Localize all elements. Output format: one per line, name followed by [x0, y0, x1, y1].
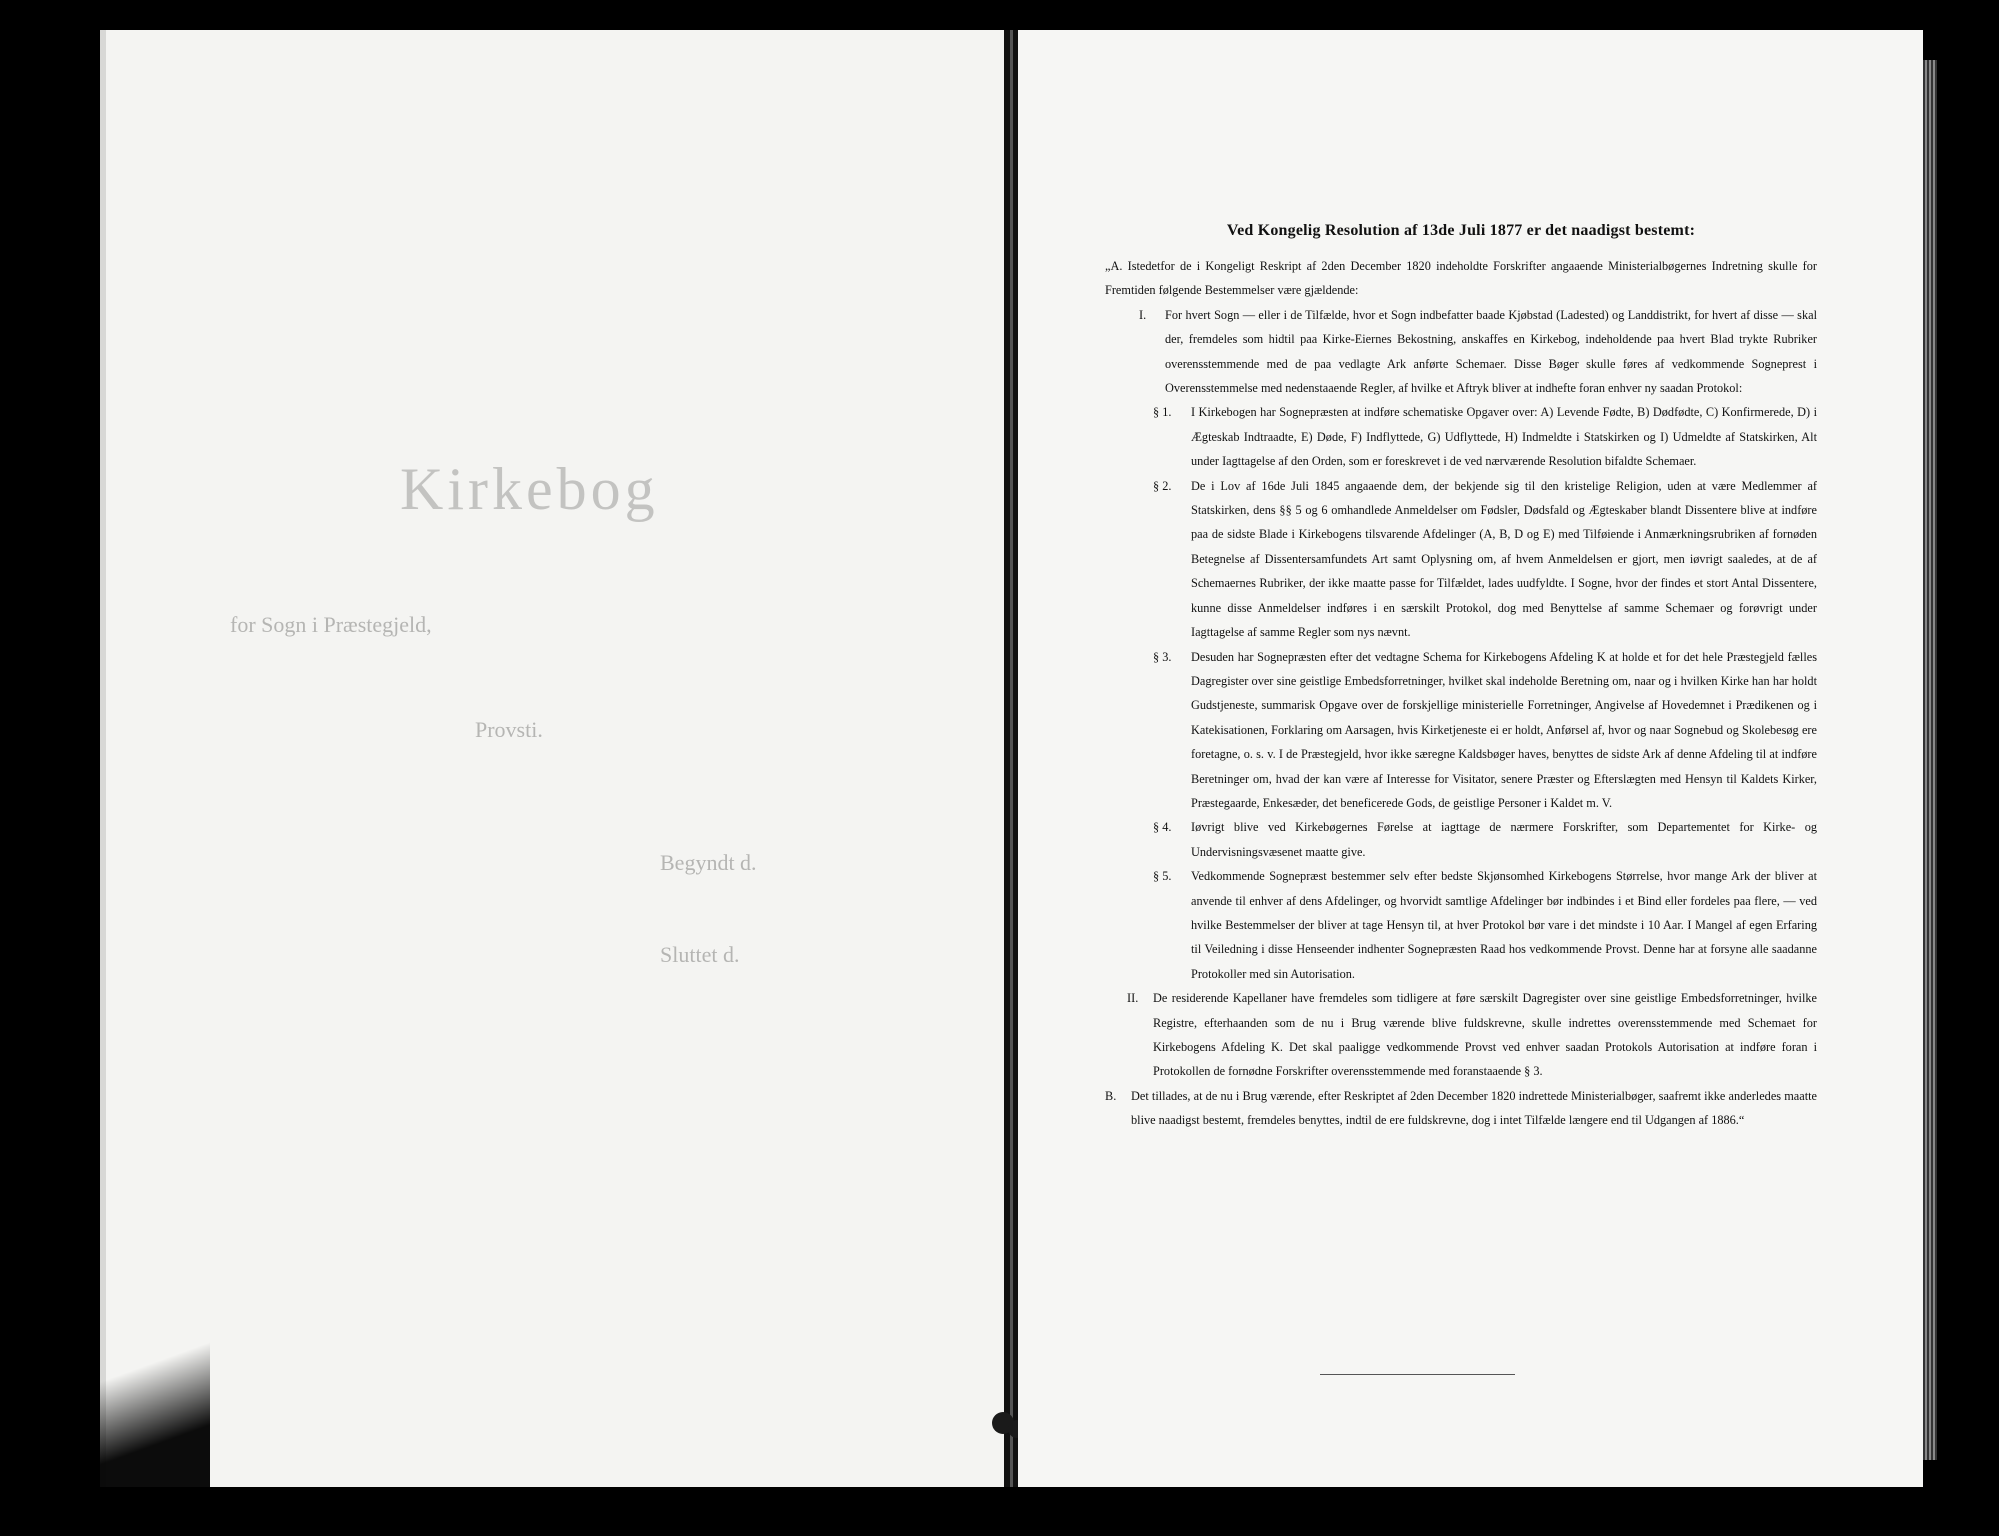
ghost-title: Kirkebog: [400, 456, 659, 522]
section-3: [1153, 645, 1817, 816]
page-edges: [1923, 60, 1937, 1460]
section-2: [1153, 474, 1817, 645]
part-B-text: Det tillades, at de nu i Brug værende, efter Reskriptet af 2den December 1820 indrettede Ministerialbøger, saafremt ikke anderledes maatte blive naadigst bestemt, fremdeles benyttes, indtil de ere fuldskrevne, dog i intet Tilfælde længere end til Udgangen af 1886.“: [1131, 1088, 1817, 1128]
section-number: § 3.: [1153, 649, 1172, 664]
left-page: [100, 30, 1012, 1487]
part-II-label: II.: [1127, 991, 1139, 1006]
section-text: De i Lov af 16de Juli 1845 angaaende dem, der bekjende sig til den kristelige Religion, uden at være Medlemmer af Statskirken, dens §§ 5 og 6 omhandlede Anmeldelser om Fødsler, Dødsfald og Ægteskaber blandt Dissentere blive at indføre paa de sidste Blade i Kirkebogens tilsvarende Afdelinger (A, B, D og E) med Tilføiende i Anmærkningsrubriken af fornøden Betegnelse af Dissentersamfundets Art samt Oplysning om, af hvem Anmeldelsen er gjort, men iøvrigt saaledes, at de af Schemaernes Rubriker, der ikke maatte passe for Tilfældet, lades uudfyldte. I Sogne, hvor der findes et stort Antal Dissentere, kunne disse Anmeldelser indføres i en særskilt Protokol, dog med Benyttelse af samme Schemaer og forøvrigt under Iagttagelse af samme Regler som nys nævnt.: [1191, 478, 1817, 640]
document-title: Ved Kongelig Resolution af 13de Juli 1877 er det naadigst bestemt:: [1226, 222, 1696, 239]
part-I-label: I.: [1139, 307, 1147, 322]
section-5: [1153, 864, 1817, 986]
gutter-line: [1010, 30, 1013, 1487]
section-4: [1153, 815, 1817, 864]
part-I-text: For hvert Sogn — eller i de Tilfælde, hvor et Sogn indbefatter baade Kjøbstad (Ladested) og Landdistrikt, for hvert af disse — skal der, fremdeles som hidtil paa Kirke-Eiernes Bekostning, anskaffes en Kirkebog, indeholdende paa hvert Blad trykte Rubriker overensstemmende med de paa vedlagte Ark anførte Schemaer. Disse Bøger skulle føres af vedkommende Sogneprest i Overensstemmelse med nedenstaaende Regler, af hvilke et Aftryk bliver at indhefte foran enhver ny saadan Protokol:: [1165, 307, 1817, 396]
section-number: § 4.: [1153, 820, 1172, 835]
ghost-line-1: for Sogn i Præstegjeld,: [230, 612, 432, 637]
resolution-text: [1105, 222, 1817, 1133]
section-1: [1153, 400, 1817, 473]
section-number: § 2.: [1153, 478, 1172, 493]
part-II-text: De residerende Kapellaner have fremdeles som tidligere at føre særskilt Dagregister over sine geistlige Embedsforretninger, hvilke Registre, efterhaanden som de nu i Brug værende blive fuldskrevne, skulle indrettes overensstemmende med Schemaet for Kirkebogens Afdeling K. Det skal paaligge vedkommende Provst ved enhver saadan Protokols Autorisation at indføre foran i Protokollen de fornødne Forskrifter overensstemmende med foranstaaende § 3.: [1153, 991, 1817, 1079]
page-shadow: [100, 1320, 210, 1487]
ghost-line-2: Provsti.: [475, 717, 543, 742]
part-B-label: B.: [1105, 1088, 1117, 1103]
section-text: I Kirkebogen har Sognepræsten at indføre schematiske Opgaver over: A) Levende Fødte, B) Dødfødte, C) Konfirmerede, D) i Ægteskab Indtraadte, E) Døde, F) Indflyttede, G) Udflyttede, H) Indmeldte i Statskirken og I) Udmeldte af Statskirken, Alt under Iagttagelse af den Orden, som er foreskrevet i de ved nærværende Resolution bifaldte Schemaer.: [1191, 405, 1817, 469]
part-I: [1139, 303, 1817, 401]
section-number: § 5.: [1153, 869, 1172, 884]
part-II: [1127, 986, 1817, 1084]
section-text: Desuden har Sognepræsten efter det vedtagne Schema for Kirkebogens Afdeling K at holde et for det hele Præstegjeld fælles Dagregister over sine geistlige Embedsforretninger, hvilket skal indeholde Beretning om, naar og i hvilken Kirke han har holdt Gudstjeneste, summarisk Opgave over de forskjellige ministerielle Forretninger, Angivelse af Hovedemnet i Prædikenen og i Katekisationen, Forklaring om Aarsagen, hvis Kirketjeneste ei er holdt, Anførsel af, hvor og naar Sognebud og Skolebesøg ere foretagne, o. s. v. I de Præstegjeld, hvor ikke særegne Kaldsbøger haves, benyttes de sidste Ark af denne Afdeling til at indføre Beretninger om, hvad der kan være af Interesse for Visitator, senere Præster og Efterslægten med Hensyn til Kaldets Kirker, Præstegaarde, Enkesæder, det beneficerede Gods, de geistlige Personer i Kaldet m. V.: [1191, 649, 1817, 810]
section-number: § 1.: [1153, 405, 1172, 420]
ghost-line-3: Begyndt d.: [660, 850, 757, 875]
closing-rule: [1320, 1374, 1515, 1375]
paragraph-A: „A. Istedetfor de i Kongeligt Reskript af 2den December 1820 indeholdte Forskrifter angaaende Ministerialbøgernes Indretning skulle for Fremtiden følgende Bestemmelser være gjældende:: [1105, 259, 1817, 298]
section-text: Vedkommende Sognepræst bestemmer selv efter bedste Skjønsomhed Kirkebogens Størrelse, hvor mange Ark der bliver at anvende til enhver af dens Afdelinger, og hvorvidt samtlige Afdelinger bør indbindes i et Bind eller fordeles paa flere, — ved hvilke Bestemmelser der bliver at tage Hensyn til, at hver Protokol bør vare i det mindste i 10 Aar. I Mangel af egen Erfaring til Veiledning i disse Henseender indhenter Sognepræsten Raad hos vedkommende Provst. Denne har at forsyne alle saadanne Protokoller med sin Autorisation.: [1191, 869, 1817, 981]
part-B: [1105, 1084, 1817, 1133]
section-text: Iøvrigt blive ved Kirkebøgernes Førelse at iagttage de nærmere Forskrifter, som Departementet for Kirke- og Undervisningsvæsenet maatte give.: [1191, 820, 1817, 859]
ghost-line-4: Sluttet d.: [660, 942, 740, 967]
